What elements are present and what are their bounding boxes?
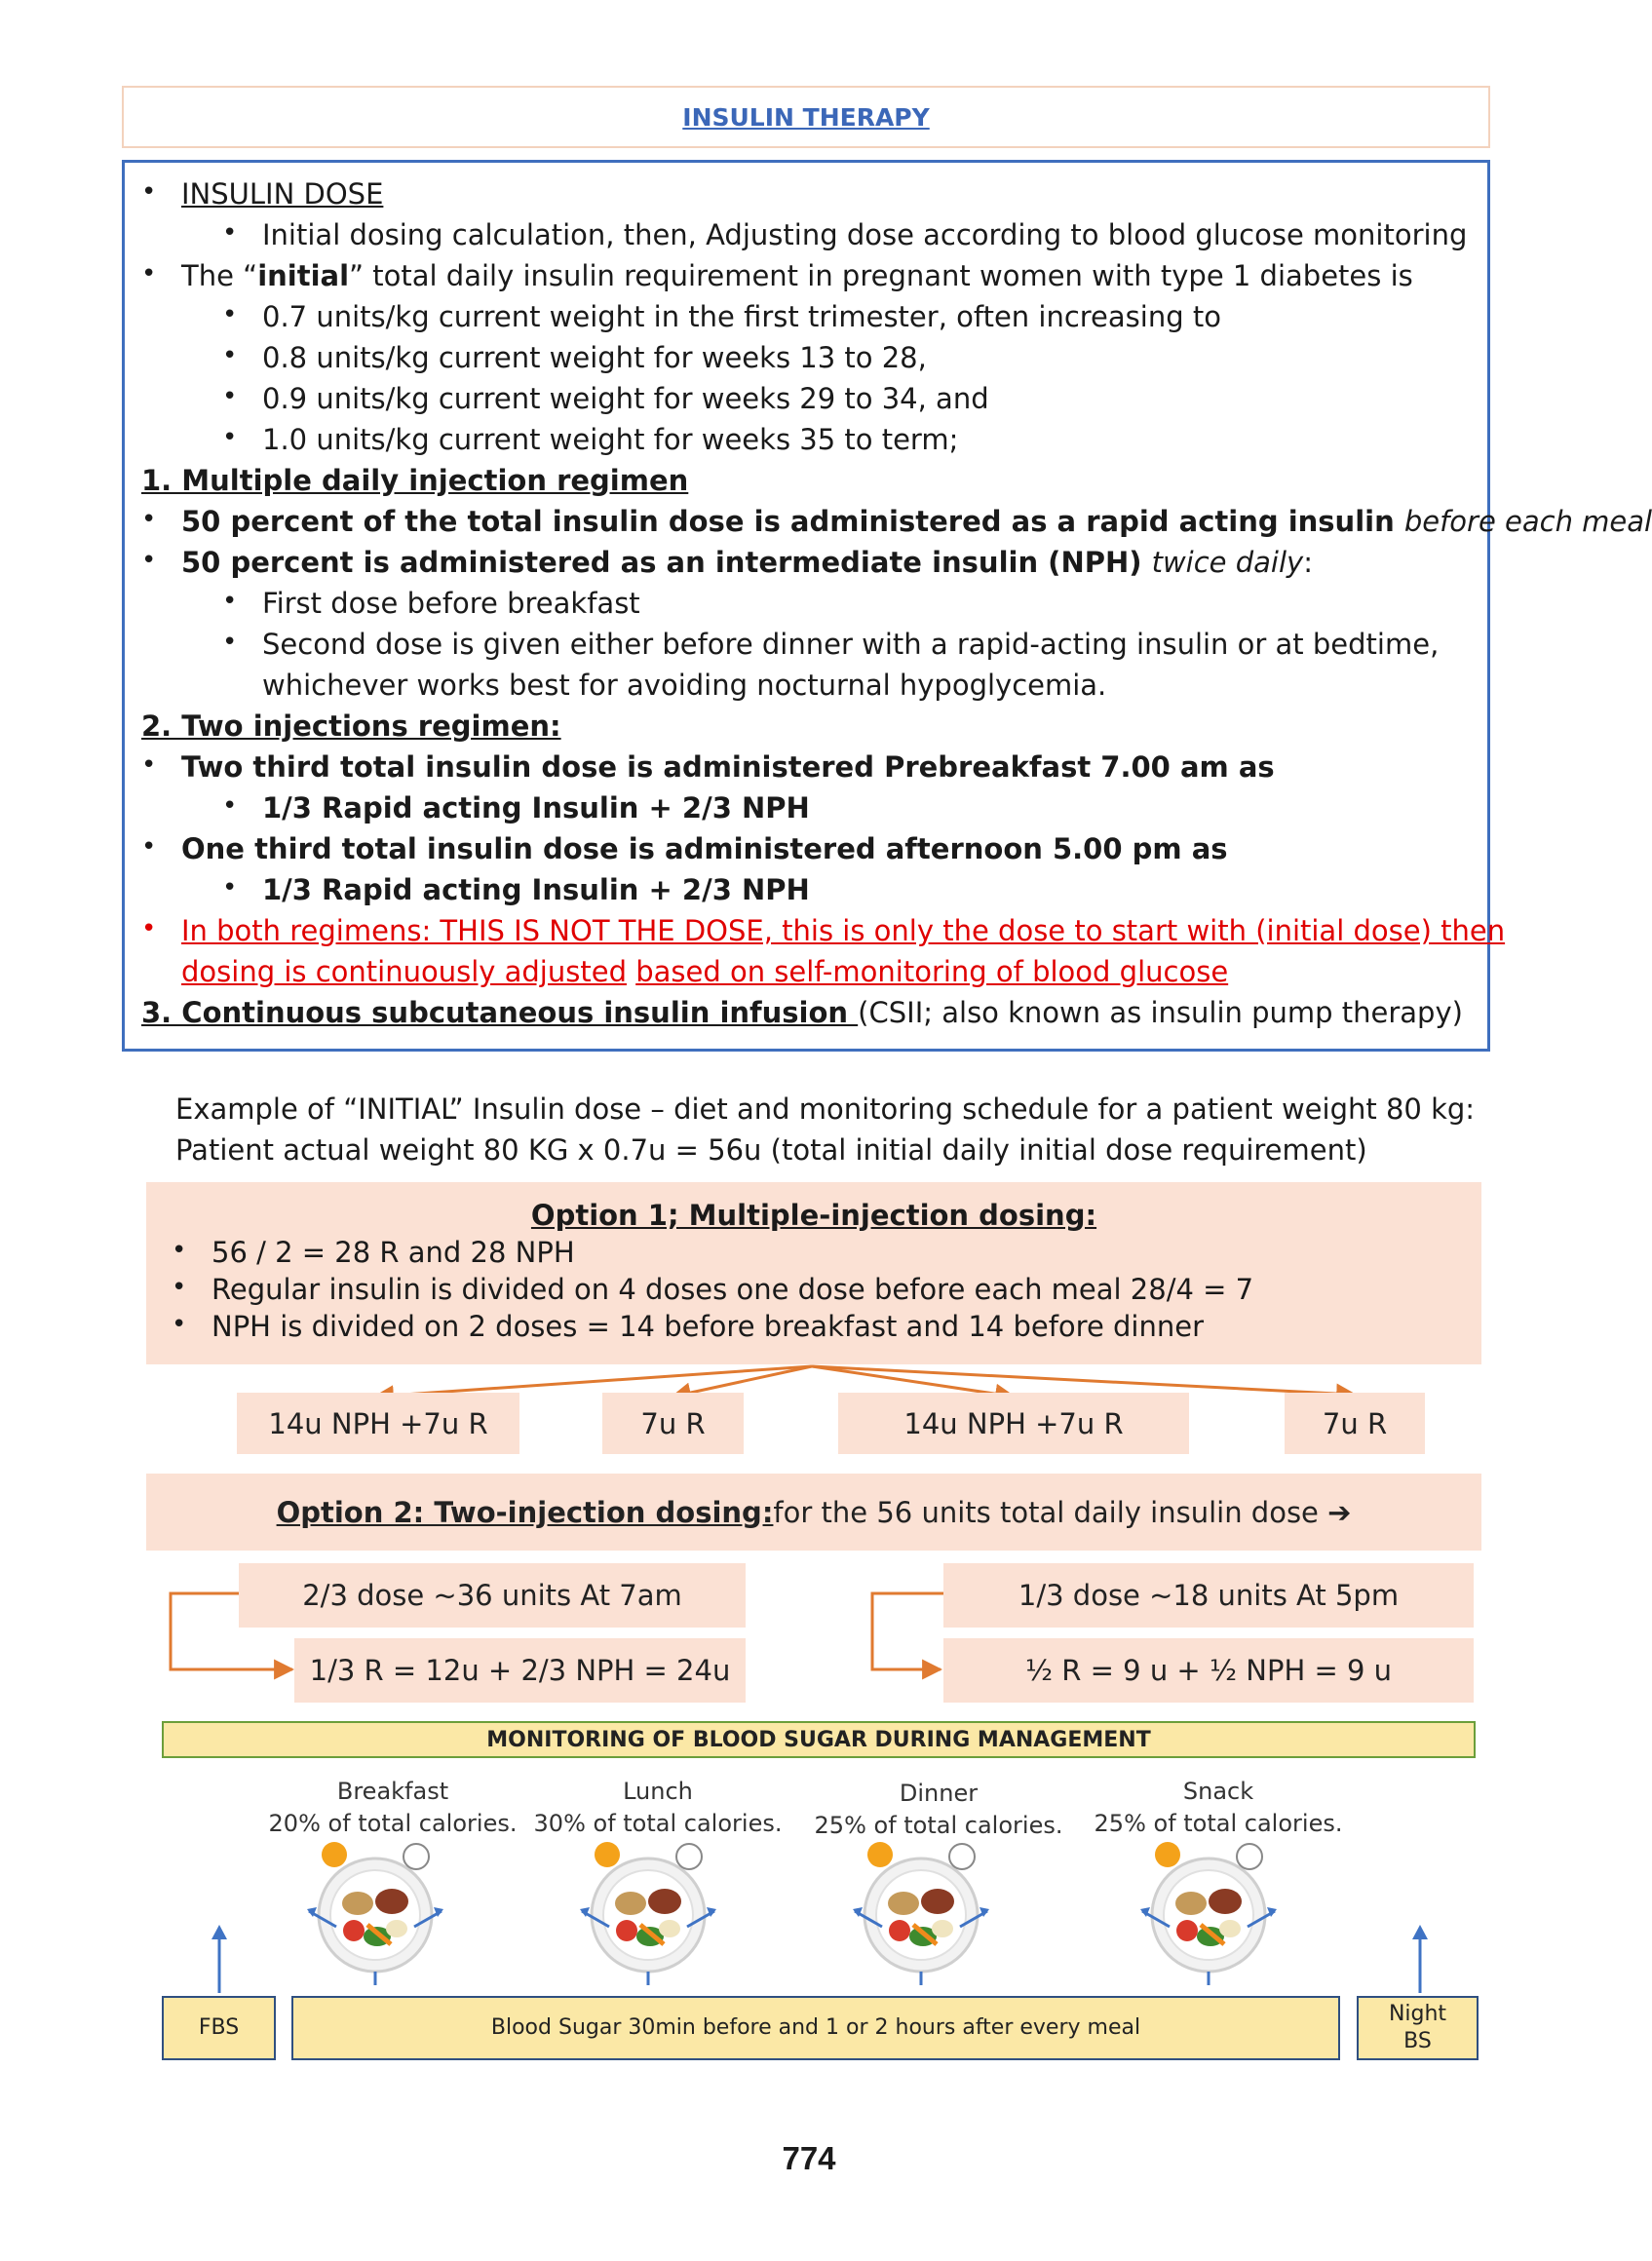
plate-icon [853, 1842, 989, 1985]
regimen3-rest: (CSII; also known as insulin pump therapy) [858, 996, 1463, 1029]
bullet: • [141, 259, 157, 288]
warning-line2a: dosing is continuously adjusted [181, 955, 627, 988]
blood-sugar-box: Blood Sugar 30min before and 1 or 2 hours after every meal [291, 1996, 1340, 2060]
option1-item: 56 / 2 = 28 R and 28 NPH [211, 1236, 575, 1269]
initial-req-bold: initial [257, 259, 350, 292]
regimen1-b1-bold: 50 percent of the total insulin dose is administered as a rapid acting insulin [181, 505, 1404, 538]
night-bs-line2: BS [1403, 2029, 1432, 2053]
option2-right-bottom: ½ R = 9 u + ½ NPH = 9 u [943, 1638, 1474, 1703]
bullet: • [141, 177, 157, 207]
plate-icon [1140, 1842, 1277, 1985]
regimen1-sub2-line1: Second dose is given either before dinner with a rapid-acting insulin or at bedtime, [262, 628, 1440, 661]
meal-pct: 20% of total calories. [268, 1810, 518, 1837]
meal-name: Breakfast [336, 1778, 449, 1805]
monitoring-heading: MONITORING OF BLOOD SUGAR DURING MANAGEMENT [162, 1721, 1476, 1758]
meal-name: Lunch [623, 1778, 693, 1805]
plate-icon [307, 1842, 443, 1985]
dose-item: 1.0 units/kg current weight for weeks 35 to term; [262, 423, 959, 456]
initial-req-post: ” total daily insulin requirement in pregnant women with type 1 diabetes is [349, 259, 1413, 292]
arrow-head [1412, 1925, 1428, 1939]
initial-dosing-text: Initial dosing calculation, then, Adjusting dose according to blood glucose monitoring [262, 218, 1468, 251]
option2-left-top: 2/3 dose ~36 units At 7am [239, 1563, 746, 1628]
option2-rest: for the 56 units total daily insulin dose ➔ [773, 1495, 1352, 1529]
meal-name: Snack [1182, 1778, 1254, 1805]
bullet: • [222, 873, 238, 902]
regimen2-bullet1-sub: 1/3 Rapid acting Insulin + 2/3 NPH [262, 791, 810, 824]
bullet: • [222, 300, 238, 329]
dose-item: 0.7 units/kg current weight in the first trimester, often increasing to [262, 300, 1221, 333]
example-line2: Patient actual weight 80 KG x 0.7u = 56u (total initial daily initial dose requirement) [175, 1133, 1367, 1167]
option2-right-top: 1/3 dose ~18 units At 5pm [943, 1563, 1474, 1628]
warning-line2b: based on self-monitoring of blood glucose [635, 955, 1229, 988]
regimen1-b2-end: : [1303, 546, 1313, 579]
bullet: • [222, 341, 238, 370]
bullet: • [222, 628, 238, 657]
option2-left-bottom: 1/3 R = 12u + 2/3 NPH = 24u [294, 1638, 746, 1703]
page-number: 774 [782, 2140, 836, 2176]
bullet: • [222, 218, 238, 248]
dose-box: 7u R [602, 1393, 744, 1454]
bullet: • [222, 382, 238, 411]
arrow-head [211, 1925, 227, 1939]
regimen1-b2-bold: 50 percent is administered as an intermediate insulin (NPH) [181, 546, 1152, 579]
option2-heading: Option 2: Two-injection dosing: [276, 1495, 774, 1529]
meal-pct: 25% of total calories. [1094, 1810, 1343, 1837]
option1-item: NPH is divided on 2 doses = 14 before breakfast and 14 before dinner [211, 1310, 1204, 1343]
regimen1-heading: 1. Multiple daily injection regimen [141, 464, 689, 497]
insulin-dose-heading: INSULIN DOSE [181, 177, 384, 211]
bullet: • [141, 832, 157, 862]
fbs-box: FBS [162, 1996, 276, 2060]
regimen2-bullet1: Two third total insulin dose is administered Prebreakfast 7.00 am as [181, 750, 1275, 784]
dose-item: 0.9 units/kg current weight for weeks 29 to 34, and [262, 382, 989, 415]
regimen1-b1-italic: before each meal [1403, 505, 1652, 538]
initial-req-pre: The “ [181, 259, 258, 292]
meal-name: Dinner [899, 1780, 979, 1807]
meal-pct: 30% of total calories. [533, 1810, 783, 1837]
night-bs-line1: Night [1388, 2002, 1447, 2026]
meal-pct: 25% of total calories. [814, 1812, 1063, 1839]
regimen2-heading: 2. Two injections regimen: [141, 709, 561, 743]
bullet: • [222, 587, 238, 616]
bullet: • [172, 1310, 187, 1339]
regimen1-b2-italic: twice daily [1151, 546, 1304, 579]
warning-line1: In both regimens: THIS IS NOT THE DOSE, this is only the dose to start with (initial dose) then [181, 914, 1506, 947]
example-line1: Example of “INITIAL” Insulin dose – diet and monitoring schedule for a patient weight 80 kg: [175, 1092, 1476, 1126]
dose-box: 14u NPH +7u R [838, 1393, 1189, 1454]
regimen2-bullet2: One third total insulin dose is administered afternoon 5.00 pm as [181, 832, 1228, 865]
regimen3-heading: 3. Continuous subcutaneous insulin infusion [141, 996, 859, 1029]
regimen1-sub2-line2: whichever works best for avoiding nocturnal hypoglycemia. [262, 669, 1107, 702]
bullet: • [141, 750, 157, 780]
night-bs-box [1357, 1996, 1479, 2060]
bullet: • [141, 914, 157, 943]
option1-heading: Option 1; Multiple-injection dosing: [530, 1199, 1097, 1232]
bullet: • [141, 546, 157, 575]
bullet: • [172, 1273, 187, 1302]
bullet: • [222, 423, 238, 452]
bullet: • [172, 1236, 187, 1265]
page-title: INSULIN THERAPY [682, 102, 930, 132]
dose-item: 0.8 units/kg current weight for weeks 13 to 28, [262, 341, 927, 374]
option1-item: Regular insulin is divided on 4 doses one dose before each meal 28/4 = 7 [211, 1273, 1254, 1306]
regimen2-bullet2-sub: 1/3 Rapid acting Insulin + 2/3 NPH [262, 873, 810, 906]
dose-box: 14u NPH +7u R [237, 1393, 519, 1454]
regimen1-sub1: First dose before breakfast [262, 587, 640, 620]
dose-box: 7u R [1285, 1393, 1425, 1454]
bullet: • [141, 505, 157, 534]
plate-icon [580, 1842, 716, 1985]
bullet: • [222, 791, 238, 821]
